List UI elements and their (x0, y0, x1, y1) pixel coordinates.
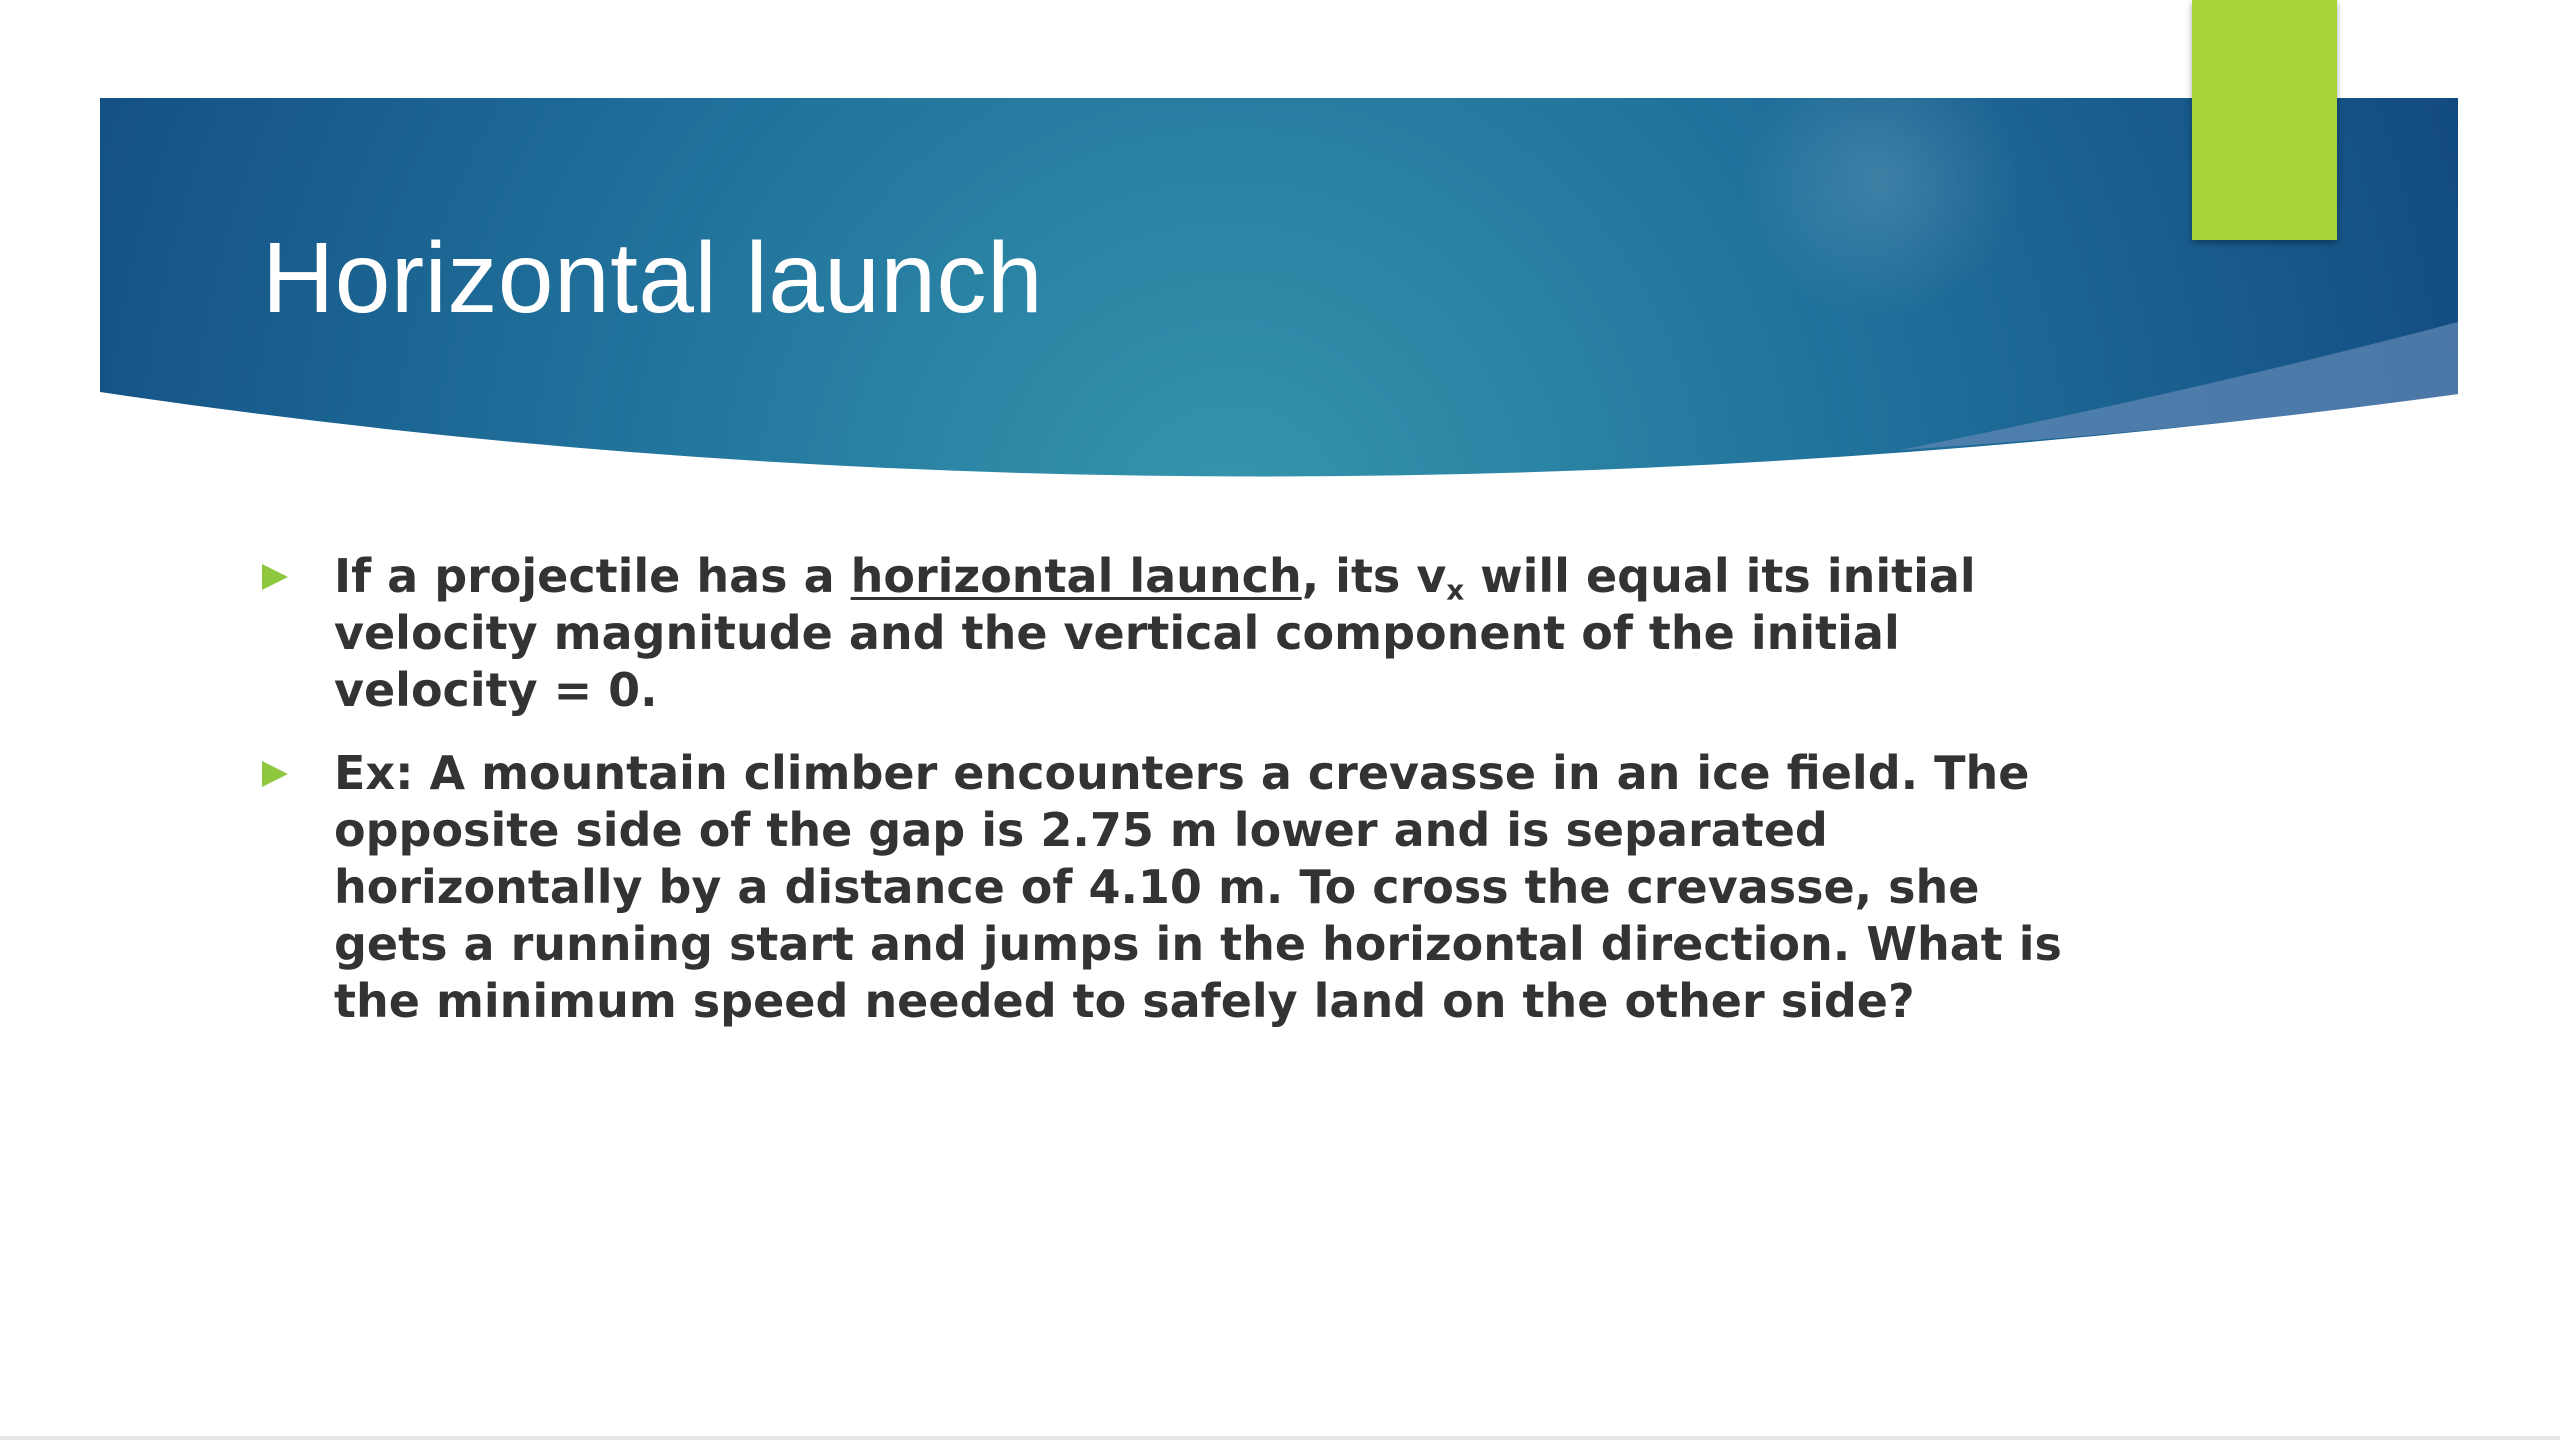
bullet-2-text: Ex: A mountain climber encounters a crevasse in an ice field. The opposite side of the gap is 2.75 m lower and is separated horizontally by a distance of 4.10 m. To cross the crevasse, she gets a running start and jumps in the horizontal direction. What is the minimum speed needed to safely land on the other side? (334, 746, 2062, 1028)
bullet-1-emphasis: horizontal launch (850, 549, 1302, 603)
bullet-example-problem (262, 745, 2082, 1030)
bullet-list (262, 548, 2082, 1056)
bullet-1-after-emphasis: , its v (1301, 549, 1447, 603)
bottom-rule (0, 1436, 2560, 1440)
banner-glow (1740, 40, 2020, 320)
bullet-1-subscript: x (1446, 573, 1465, 607)
accent-tab (2192, 0, 2337, 240)
slide-title: Horizontal launch (262, 222, 1044, 334)
triangle-bullet-icon (262, 564, 288, 590)
bullet-horizontal-launch (262, 548, 2082, 719)
bullet-1-rest: will equal its initial velocity magnitude and the vertical component of the initial velocity = 0. (334, 549, 1976, 717)
bullet-1-intro: If a projectile has a (334, 549, 851, 603)
triangle-bullet-icon (262, 761, 288, 787)
